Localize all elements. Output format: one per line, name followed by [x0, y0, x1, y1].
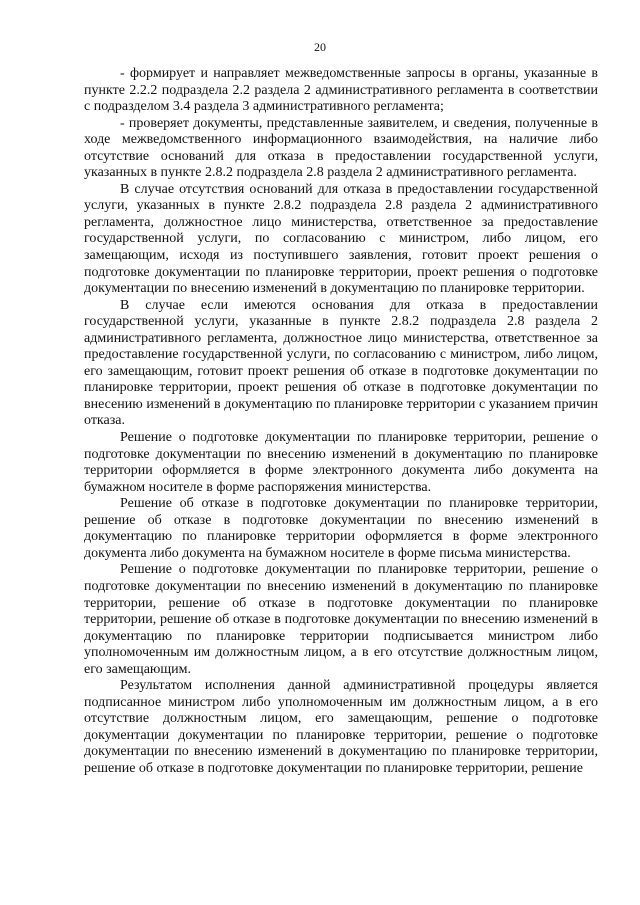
paragraph-5: Решение о подготовке документации по планировке территории, решение о подготовке документации по внесению изменений в документацию по планировке территории оформляется в форме электронного документа либо документа на бумажном носителе в форме распоряжения министерства.: [84, 430, 598, 495]
paragraph-8: Результатом исполнения данной административной процедуры является подписанное министром либо уполномоченным им должностным лицом, а в его отсутствие должностным лицом, его замещающим, решение о подготовке документации документации по планировке территории, решение о подготовке документации по внесению изменений в документацию по планировке территории, решение об отказе в подготовке документации по планировке территории, решение: [84, 678, 598, 776]
paragraph-4: В случае если имеются основания для отказа в предоставлении государственной услуги, указанные в пункте 2.8.2 подраздела 2.8 раздела 2 административного регламента, должностное лицо министерства, ответственное за предоставление государственной услуги, по согласованию с министром, либо лицом, его замещающим, готовит проект решения об отказе в подготовке документации по планировке территории, проект решения об отказе в подготовке документации по внесению изменений в документацию по планировке территории с указанием причин отказа.: [84, 297, 598, 429]
paragraph-6: Решение об отказе в подготовке документации по планировке территории, решение об отказе в подготовке документации по внесению изменений в документацию по планировке территории оформляется в форме электронного документа либо документа на бумажном носителе в форме письма министерства.: [84, 496, 598, 561]
paragraph-2: - проверяет документы, представленные заявителем, и сведения, полученные в ходе межведомственного информационного взаимодействия, на наличие либо отсутствие оснований для отказа в предоставлении государственной услуги, указанных в пункте 2.8.2 подраздела 2.8 раздела 2 административного регламента.: [84, 115, 598, 181]
paragraph-1: - формирует и направляет межведомственные запросы в органы, указанные в пункте 2.2.2 подраздела 2.2 раздела 2 административного регламента в соответствии с подразделом 3.4 раздела 3 административного регламента;: [84, 66, 598, 115]
document-body: [84, 66, 598, 778]
page-number: 20: [314, 40, 326, 54]
paragraph-7: Решение о подготовке документации по планировке территории, решение о подготовке документации по внесению изменений в документацию по планировке территории, решение об отказе в подготовке документации по планировке территории, решение об отказе в подготовке документации по внесению изменений в документацию по планировке территории подписывается министром либо уполномоченным им должностным лицом, а в его отсутствие должностным лицом, его замещающим.: [84, 562, 598, 677]
paragraph-3: В случае отсутствия оснований для отказа в предоставлении государственной услуги, указанных в пункте 2.8.2 подраздела 2.8 раздела 2 административного регламента, должностное лицо министерства, ответственное за предоставление государственной услуги, по согласованию с министром, либо лицом, его замещающим, исходя из поступившего заявления, готовит проект решения о подготовке документации по планировке территории, проект решения о подготовке документации по внесению изменений в документацию по планировке территории.: [84, 181, 598, 297]
